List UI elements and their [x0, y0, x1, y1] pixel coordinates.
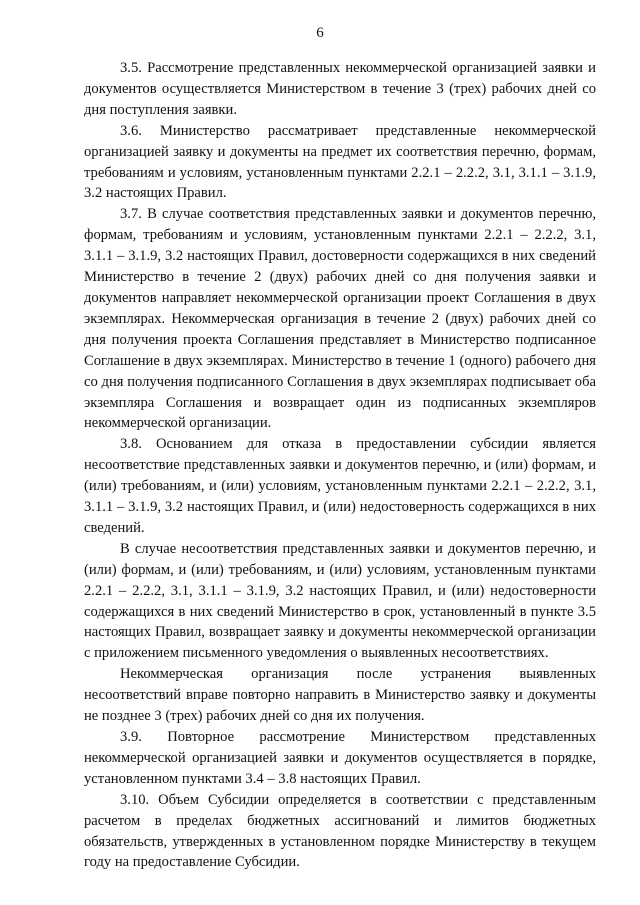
paragraph-3-9: 3.9. Повторное рассмотрение Министерством представленных некоммерческой организацией заявки и документов осуществляется в порядке, установленном пунктами 3.4 – 3.8 настоящих Правил. — [84, 729, 596, 787]
paragraph-resubmission: Некоммерческая организация после устранения выявленных несоответствий вправе повторно направить в Министерство заявку и документы не позднее 3 (трех) рабочих дней со дня их получения. — [84, 666, 596, 725]
document-body — [84, 58, 596, 873]
paragraph-3-7: 3.7. В случае соответствия представленных заявки и документов перечню, формам, требованиям и условиям, установленным пунктами 2.2.1 – 2.2.2, 3.1, 3.1.1 – 3.1.9, 3.2 настоящих Правил, достоверности содержащихся в них сведений Министерство в течение 2 (двух) рабочих дней со дня получения заявки и документов направляет некоммерческой организации проект Соглашения в двух экземплярах. Некоммерческая организация в течение 2 (двух) рабочих дней со дня получения проекта Соглашения представляет в Министерство подписанное Соглашение в двух экземплярах. Министерство в течение 1 (одного) рабочего дня со дня получения подписанного Соглашения в двух экземплярах подписывает оба экземпляра Соглашения и возвращает один из подписанных экземпляров некоммерческой организации. — [84, 206, 596, 432]
paragraph-3-6: 3.6. Министерство рассматривает представленные некоммерческой организацией заявку и документы на предмет их соответствия перечню, формам, требованиям и условиям, установленным пунктами 2.2.1 – 2.2.2, 3.1, 3.1.1 – 3.1.9, 3.2 настоящих Правил. — [84, 122, 596, 202]
paragraph-3-5: 3.5. Рассмотрение представленных некоммерческой организацией заявки и документов осуществляется Министерством в течение 3 (трех) рабочих дней со дня поступления заявки. — [84, 60, 596, 118]
paragraph-3-10: 3.10. Объем Субсидии определяется в соответствии с представленным расчетом в пределах бюджетных ассигнований и лимитов бюджетных обязательств, утвержденных в установленном порядке Министерству в текущем году на предоставление Субсидии. — [84, 791, 596, 871]
paragraph-3-8: 3.8. Основанием для отказа в предоставлении субсидии является несоответствие представленных заявки и документов перечню, и (или) формам, и (или) требованиям, и (или) условиям, установленным пунктами 2.2.1 – 2.2.2, 3.1, 3.1.1 – 3.1.9, 3.2 настоящих Правил, и (или) недостоверность содержащихся в них сведений. — [84, 436, 596, 536]
page-number: 6 — [316, 25, 324, 41]
paragraph-mismatch-case: В случае несоответствия представленных заявки и документов перечню, и (или) формам, и (или) требованиям, и (или) условиям, установленным пунктами 2.2.1 – 2.2.2, 3.1, 3.1.1 – 3.1.9, 3.2 настоящих Правил, и (или) недостоверности содержащихся в них сведений Министерство в срок, установленный в пункте 3.5 настоящих Правил, возвращает заявку и документы некоммерческой организации с приложением письменного уведомления о выявленных несоответствиях. — [84, 540, 596, 662]
